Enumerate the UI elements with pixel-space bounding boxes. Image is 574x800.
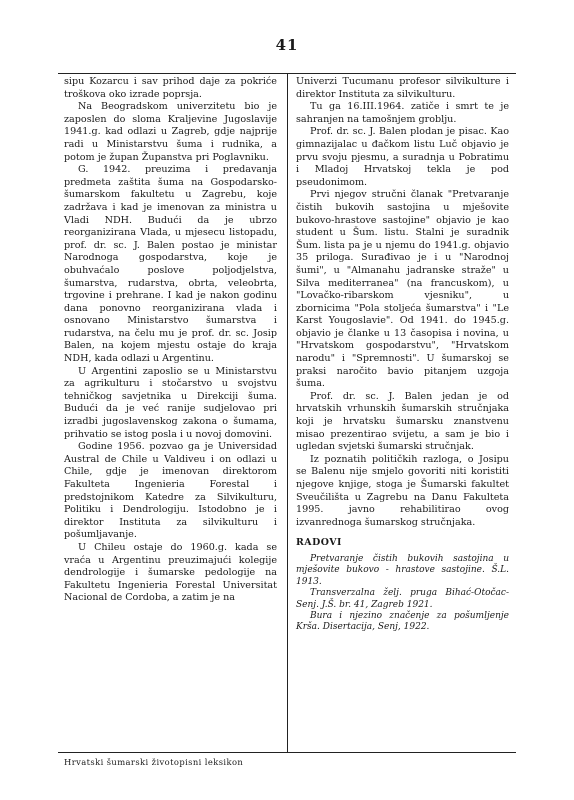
works-heading: RADOVI <box>296 537 342 549</box>
work-item <box>296 588 509 611</box>
paragraph: Na Beogradskom univerzitetu bio je zaposlen do sloma Kraljevine Jugoslavije 1941.g. kad odlazi u Zagreb, gdje najprije radi u Ministarstvu šuma i rudnika, a potom je župan Županstva pri Poglavniku. <box>64 101 277 163</box>
works-list <box>296 554 509 634</box>
page-number: 41 <box>275 36 299 54</box>
paragraph: U Argentini zaposlio se u Ministarstvu za agrikulturu i stočarstvo u svojstvu tehničkog savjetnika u Direkciji šuma. Budući da je već ranije sudjelovao pri izradbi jugoslavenskog zakona o šumama, prihvatio se istog posla i u novoj domovini. <box>64 365 277 440</box>
bottom-rule <box>58 752 516 753</box>
footer-text: Hrvatski šumarski životopisni leksikon <box>64 757 244 767</box>
paragraph: Prof. dr. sc. J. Balen plodan je pisac. Kao gimnazijalac u đačkom listu Luč objavio je prvu svoju pjesmu, a suradnja u Pobratimu i Mladoj Hrvatskoj tekla je pod pseudonimom. <box>296 126 509 188</box>
paragraph: U Chileu ostaje do 1960.g. kada se vraća u Argentinu preuzimajući kolegije dendrologije i šumarske pedologije na Fakultetu Ingenieria Forestal Universitat Nacional de Cordoba, a zatim je na <box>64 541 277 604</box>
paragraph: sipu Kozarcu i sav prihod daje za pokriće troškova oko izrade poprsja. <box>64 76 277 100</box>
work-item-text: Transverzalna želj. pruga Bihać-Otočac-Senj. J.Š. br. 41, Zagreb 1921. <box>296 588 509 610</box>
column-divider <box>287 73 288 752</box>
paragraph: Prof. dr. sc. J. Balen jedan je od hrvatskih vrhunskih šumarskih stručnjaka koji je hrvatsku šumarsku znanstvenu misao prezentirao svijetu, a sam je bio i ugledan svjetski šumarski stručnjak. <box>296 390 509 453</box>
paragraph: Iz poznatih političkih razloga, o Josipu se Balenu nije smjelo govoriti niti koristiti njegove knjige, stoga je Šumarski fakultet Sveučilišta u Zagrebu na Danu Fakulteta 1995. javno rehabilitirao ovog izvanrednoga šumarskog stručnjaka. <box>296 453 509 528</box>
paragraph: Godine 1956. pozvao ga je Universidad Austral de Chile u Valdiveu i on odlazi u Chile, gdje je imenovan direktorom Fakulteta Ingenieria Forestal i predstojnikom Katedre za Silvikulturu, Politiku i Dendrologiju. Istodobno je i direktor Instituta za silvikulturu i pošumljavanje. <box>64 441 277 541</box>
paragraph: Prvi njegov stručni članak "Pretvaranje čistih bukovih sastojina u mješovite bukovo-hrastove sastojine" objavio je kao student u Šum. listu. Stalni je suradnik Šum. lista pa je u njemu do 1941.g. objavio 35 priloga. Surađivao je i u "Narodnoj šumi", u "Almanahu jadranske straže" u Silva mediterranea" (na francuskom), u "Lovačko-ribarskom vjesniku", u zbornicima "Pola stoljeća šumarstva" i "Le Karst Yougoslavie". Od 1941. do 1945.g. objavio je članke u 13 časopisa i novina, u "Hrvatskom gospodarstvu", "Hrvatskom narodu" i "Spremnosti". U šumarskoj se praksi naročito bavio pitanjem uzgoja šuma. <box>296 189 509 390</box>
left-column <box>64 76 277 605</box>
work-item-text: Pretvaranje čistih bukovih sastojina u mješovite bukovo - hrastove sastojine. Š.L. 1913. <box>296 553 509 587</box>
work-item <box>296 611 509 634</box>
work-item-text: Bura i njezino značenje za pošumljenje Krša. Disertacija, Senj, 1922. <box>296 611 509 633</box>
right-column <box>296 76 509 634</box>
paragraph: Univerzi Tucumanu profesor silvikulture i direktor Instituta za silvikulturu. <box>296 76 509 100</box>
work-item <box>296 554 509 588</box>
paragraph: G. 1942. preuzima i predavanja predmeta zaštita šuma na Gospodarsko-šumarskom fakultetu u Zagrebu, koje zadržava i kad je imenovan za ministra u Vladi NDH. Budući da je ubrzo reorganizirana Vlada, u mjesecu listopadu, prof. dr. sc. J. Balen postao je ministar Narodnoga gospodarstva, koje je obuhvaćalo poslove poljodjelstva, šumarstva, rudarstva, obrta, veleobrta, trgovine i prehrane. I kad je nakon godinu dana ponovno reorganizirana vlada i osnovano Ministarstvo šumarstva i rudarstva, na čelu mu je prof. dr. sc. Josip Balen, na kojem mjestu ostaje do kraja NDH, kada odlazi u Argentinu. <box>64 164 277 365</box>
paragraph: Tu ga 16.III.1964. zatiče i smrt te je sahranjen na tamošnjem groblju. <box>296 101 509 125</box>
